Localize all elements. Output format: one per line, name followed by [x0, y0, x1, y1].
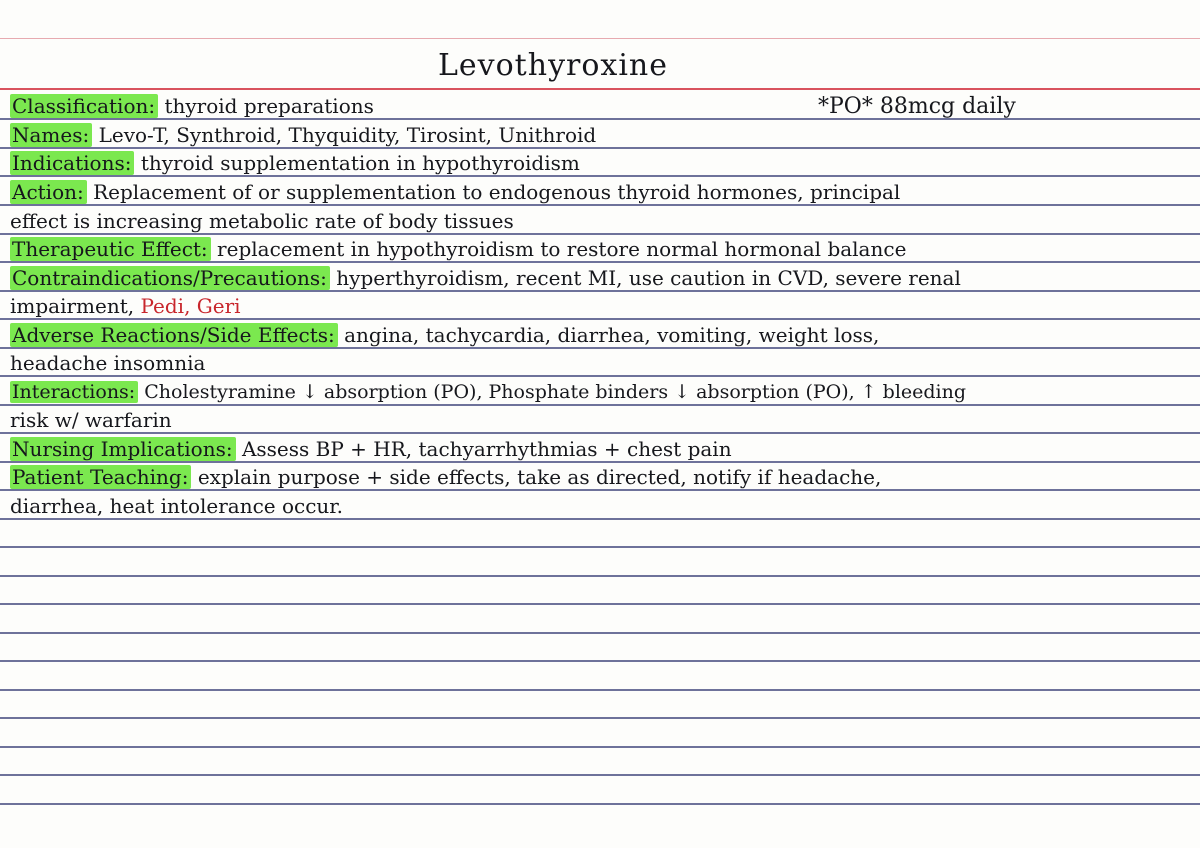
- ruled-line: [0, 432, 1200, 434]
- row-text: risk w/ warfarin: [10, 408, 172, 432]
- ruled-line: [0, 660, 1200, 662]
- ruled-line: [0, 603, 1200, 605]
- ruled-line: [0, 717, 1200, 719]
- row-label: Nursing Implications:: [10, 437, 236, 461]
- note-row-names: [10, 122, 596, 148]
- page-title: Levothyroxine: [438, 48, 669, 83]
- row-text: Levo-T, Synthroid, Thyquidity, Tirosint, Unithroid: [98, 123, 597, 147]
- row-text: Replacement of or supplementation to endogenous thyroid hormones, principal: [93, 180, 901, 204]
- ruled-line: [0, 546, 1200, 548]
- note-row-therapeutic-effect: [10, 236, 906, 262]
- note-row-action: [10, 179, 900, 205]
- row-text: Cholestyramine ↓ absorption (PO), Phosphate binders ↓ absorption (PO), ↑ bleeding: [144, 381, 967, 403]
- row-text: thyroid supplementation in hypothyroidism: [140, 151, 580, 175]
- note-row-nursing-implications: [10, 436, 732, 462]
- note-row-interactions: [10, 379, 966, 405]
- note-row-classification: [10, 93, 374, 119]
- note-row-patient-teaching-cont: [10, 493, 343, 519]
- note-row-contraindications-cont: [10, 293, 241, 319]
- row-text: explain purpose + side effects, take as directed, notify if headache,: [197, 465, 882, 489]
- note-row-patient-teaching: [10, 464, 881, 490]
- ruled-line: [0, 774, 1200, 776]
- row-text: effect is increasing metabolic rate of body tissues: [10, 209, 514, 233]
- row-text: angina, tachycardia, diarrhea, vomiting, weight loss,: [344, 323, 880, 347]
- row-label: Therapeutic Effect:: [10, 237, 211, 261]
- dose-note: *PO* 88mcg daily: [818, 94, 1016, 119]
- ruled-line: [0, 746, 1200, 748]
- row-label: Classification:: [10, 94, 158, 118]
- row-text: headache insomnia: [10, 351, 206, 375]
- ruled-line: [0, 575, 1200, 577]
- row-text: hyperthyroidism, recent MI, use caution in CVD, severe renal: [336, 266, 961, 290]
- ruled-line: [0, 632, 1200, 634]
- row-label: Patient Teaching:: [10, 465, 191, 489]
- note-row-action-cont: [10, 208, 514, 234]
- note-row-adverse-reactions: [10, 322, 879, 348]
- row-text: thyroid preparations: [164, 94, 374, 118]
- ruled-line: [0, 803, 1200, 805]
- red-note: Pedi, Geri: [140, 294, 241, 318]
- row-label: Interactions:: [10, 381, 138, 403]
- note-row-contraindications: [10, 265, 961, 291]
- row-label: Contraindications/Precautions:: [10, 266, 330, 290]
- row-text: impairment,: [10, 294, 135, 318]
- row-text: diarrhea, heat intolerance occur.: [10, 494, 344, 518]
- row-label: Names:: [10, 123, 92, 147]
- row-label: Adverse Reactions/Side Effects:: [10, 323, 338, 347]
- top-margin-line: [0, 38, 1200, 39]
- row-text: replacement in hypothyroidism to restore normal hormonal balance: [217, 237, 907, 261]
- row-label: Action:: [10, 180, 87, 204]
- note-row-adverse-reactions-cont: [10, 350, 205, 376]
- note-row-indications: [10, 150, 580, 176]
- row-label: Indications:: [10, 151, 134, 175]
- row-text: Assess BP + HR, tachyarrhythmias + chest pain: [241, 437, 732, 461]
- red-margin-line: [0, 88, 1200, 90]
- note-row-interactions-cont: [10, 407, 172, 433]
- ruled-line: [0, 689, 1200, 691]
